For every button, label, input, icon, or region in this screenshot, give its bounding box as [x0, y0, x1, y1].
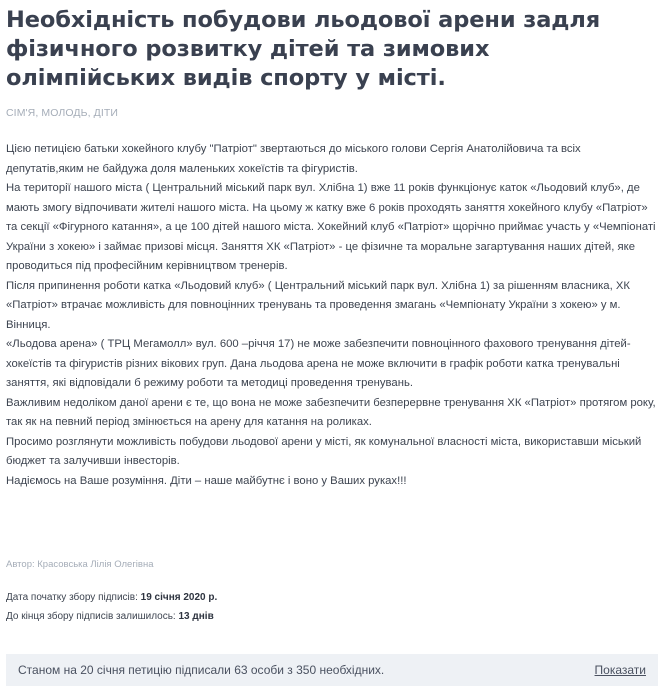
signature-status-bar	[6, 654, 658, 686]
page-title: Необхідність побудови льодової арени задля фізичного розвитку дітей та зимових олімпійських видів спорту у місті.	[6, 7, 601, 91]
start-date-label: Дата початку збору підписів:	[6, 592, 138, 603]
petition-text	[6, 140, 658, 491]
start-date-line	[6, 592, 217, 603]
petition-paragraph: Після припинення роботи катка «Льодовий клуб» ( Центральний міський парк вул. Хлібна 1) за рішенням власника, ХК «Патріот» втрачає можливість для повноцінних тренувань та проведення змагань «Чемпіонату України з хокею» у м. Вінниця.	[6, 279, 630, 331]
petition-paragraph: Надіємось на Ваше розуміння. Діти – наше майбутнє і воно у Ваших руках!!!	[6, 474, 407, 487]
petition-paragraph: «Льодова арена» ( ТРЦ Мегамолл» вул. 600 –річчя 17) не може забезпечити повноцінного фахового тренування дітей-хокеїстів та фігуристів різних вікових груп. Дана льодова арена не може включити в графік роботи катка тренувальні заняття, які відповідали б режиму роботи та методиці проведення тренувань.	[6, 338, 631, 389]
show-signatures-link[interactable]: Показати	[594, 663, 646, 677]
petition-paragraph: Важливим недоліком даної арени є те, що вона не може забезпечити безперервне тренування ХК «Патріот» протягом року, так як на певний період змінюється на арену для катання на роликах.	[6, 396, 656, 428]
petition-paragraph: Просимо розглянути можливість побудови льодової арени у місті, як комунальної власності міста, використавши міський бюджет та залучивши інвесторів.	[6, 435, 642, 467]
petition-paragraph: Цією петицією батьки хокейного клубу "Патріот" звертаються до міського голови Сергія Анатолійовича та всіх депутатів,яким не байдужа доля маленьких хокеїстів та фігуристів.	[6, 143, 581, 175]
remaining-time-value: 13 днів	[178, 611, 214, 622]
signature-status-text: Станом на 20 січня петицію підписали 63 особи з 350 необхідних.	[18, 663, 385, 677]
author-line: Автор: Красовська Лілія Олегівна	[6, 559, 154, 570]
start-date-value: 19 січня 2020 р.	[140, 592, 218, 603]
category-label[interactable]: СІМ'Я, МОЛОДЬ, ДІТИ	[6, 107, 119, 119]
remaining-time-label: До кінця збору підписів залишилось:	[6, 611, 176, 622]
remaining-time-line	[6, 611, 214, 622]
petition-paragraph: На території нашого міста ( Центральний міський парк вул. Хлібна 1) вже 11 років функціонує каток «Льодовий клуб», де мають змогу відпочивати жителі нашого міста. На цьому ж катку вже 6 років проходять заняття хокейного клубу «Патріот» та секції «Фігурного катання», а це 100 дітей нашого міста. Хокейний клуб «Патріот» щорічно приймає участь у «Чемпіонаті України з хокею» і займає призові місця. Заняття ХК «Патріот» - це фізичне та моральне загартування наших дітей, яке проводиться під професійним керівництвом тренерів.	[6, 182, 656, 272]
